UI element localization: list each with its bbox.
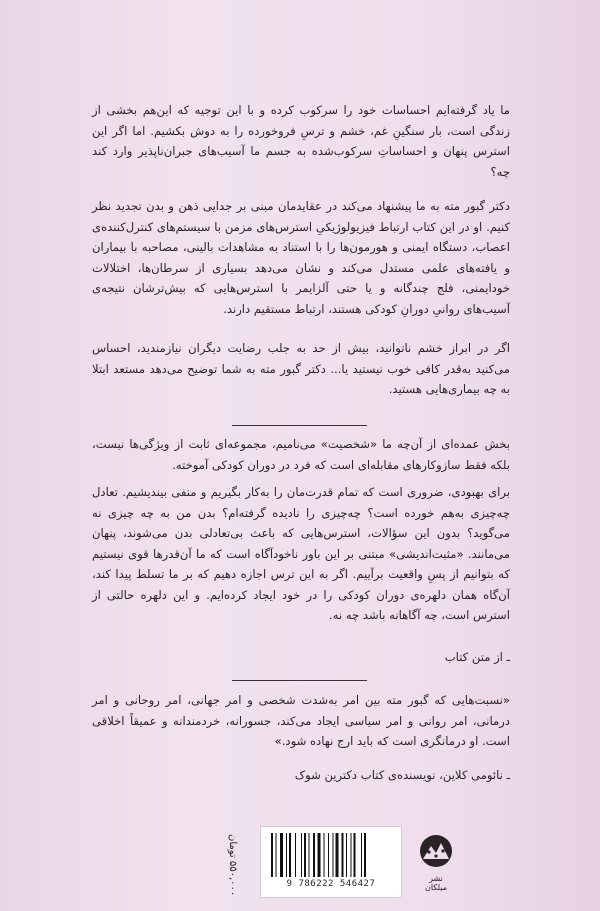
publisher-logo [418, 832, 454, 890]
divider-1 [232, 425, 367, 426]
isbn-number: 9 786222 546427 [286, 879, 376, 889]
blurb-paragraph-3: اگر در ابراز خشم ناتوانید، بیش از حد به جلب رضایت دیگران نیازمندید، احساس می‌کنید به‌قدر کافی خوب نیستید یا... دکتر گبور مته به شما توضیح می‌دهد مستعد ابتلا به چه بیماری‌هایی هستید. [92, 341, 510, 396]
price-label: ۵۵۰,۰۰۰ تومان [227, 833, 238, 896]
barcode [260, 826, 402, 898]
review-quote: «نسبت‌هایی که گبور مته بین امر به‌شدت شخصی و امر جهانی، امر روحانی و امر درمانی، امر روانی و امر سیاسی ایجاد می‌کند، جسورانه، خردمندانه و عمیقاً اخلاقی است. او درمانگری است که باید ارج نهاده شود.» [92, 693, 510, 748]
excerpt-source: ـ از متن کتاب [444, 650, 510, 664]
blurb-paragraph-1: ما یاد گرفته‌ایم احساسات خود را سرکوب کرده و با این توجیه که این‌هم بخشی از زندگی است، بار سنگینِ غم، خشم و ترسِ فروخورده را به دوش بکشیم. اما اگر این استرس پنهان و احساساتِ سرکوب‌شده به جسم ما آسیب‌های جبران‌ناپذیر وارد کند چه؟ [92, 103, 510, 179]
publisher-name: نشر میلکان [424, 874, 448, 892]
divider-2 [232, 680, 367, 681]
excerpt-paragraph-2: برای بهبودی، ضروری است که تمام قدرت‌مان را به‌کار بگیریم و منفی بیندیشیم. تعادل چه‌چیزی به‌هم خورده است؟ چه‌چیزی را نادیده گرفته‌ام؟ بدن من به چه چیزی نه می‌گوید؟ بدون این سؤالات، استرس‌هایی که باعث بی‌تعادلی بدن می‌شوند، پنهان می‌مانند. «مثبت‌اندیشی» مبتنی بر این باور ناخودآگاه است که ما آن‌قدرها قوی نیستیم که بتوانیم از پسِ واقعیت برآییم. اگر به این ترس اجازه دهیم که بر ما تسلط پیدا کند، آن‌گاه همان دلهره‌ی دوران کودکی را در خود ایجاد کرده‌ایم. و این دلهره حالتی از استرس است، چه آگاهانه باشد چه نه. [92, 485, 510, 622]
blurb-paragraph-2: دکتر گبور مته به ما پیشنهاد می‌کند در عقایدمان مبنی بر جدایی ذهن و بدن تجدید نظر کنیم. او در این کتاب ارتباط فیزیولوژیکیِ استرس‌های مزمن با سیستم‌های کنترل‌کننده‌ی اعصاب، دستگاه ایمنی و هورمون‌ها را با استناد به مشاهدات بالینی، مصاحبه با بیماران و یافته‌های علمی مستدل می‌کند و نشان می‌دهد بسیاری از سرطان‌ها، اختلالات خودایمنی، فلج چندگانه و یا حتی آلزایمر با استرس‌هایی که بیش‌ترشان نتیجه‌ی آسیب‌های روانیِ دورانِ کودکی هستند، ارتباط مستقیم دارند. [92, 199, 510, 316]
barcode-icon [271, 833, 391, 877]
review-source: ـ نائومی کلاین، نویسنده‌ی کتاب دکترین شوک [294, 768, 510, 782]
mountain-logo-icon [418, 832, 454, 874]
excerpt-paragraph-1: بخش عمده‌ای از آن‌چه ما «شخصیت» می‌نامیم، مجموعه‌ای ثابت از ویژگی‌ها نیست، بلکه فقط سازوکارهای مقابله‌ای است که فرد در دوران کودکی آموخته. [92, 437, 510, 472]
